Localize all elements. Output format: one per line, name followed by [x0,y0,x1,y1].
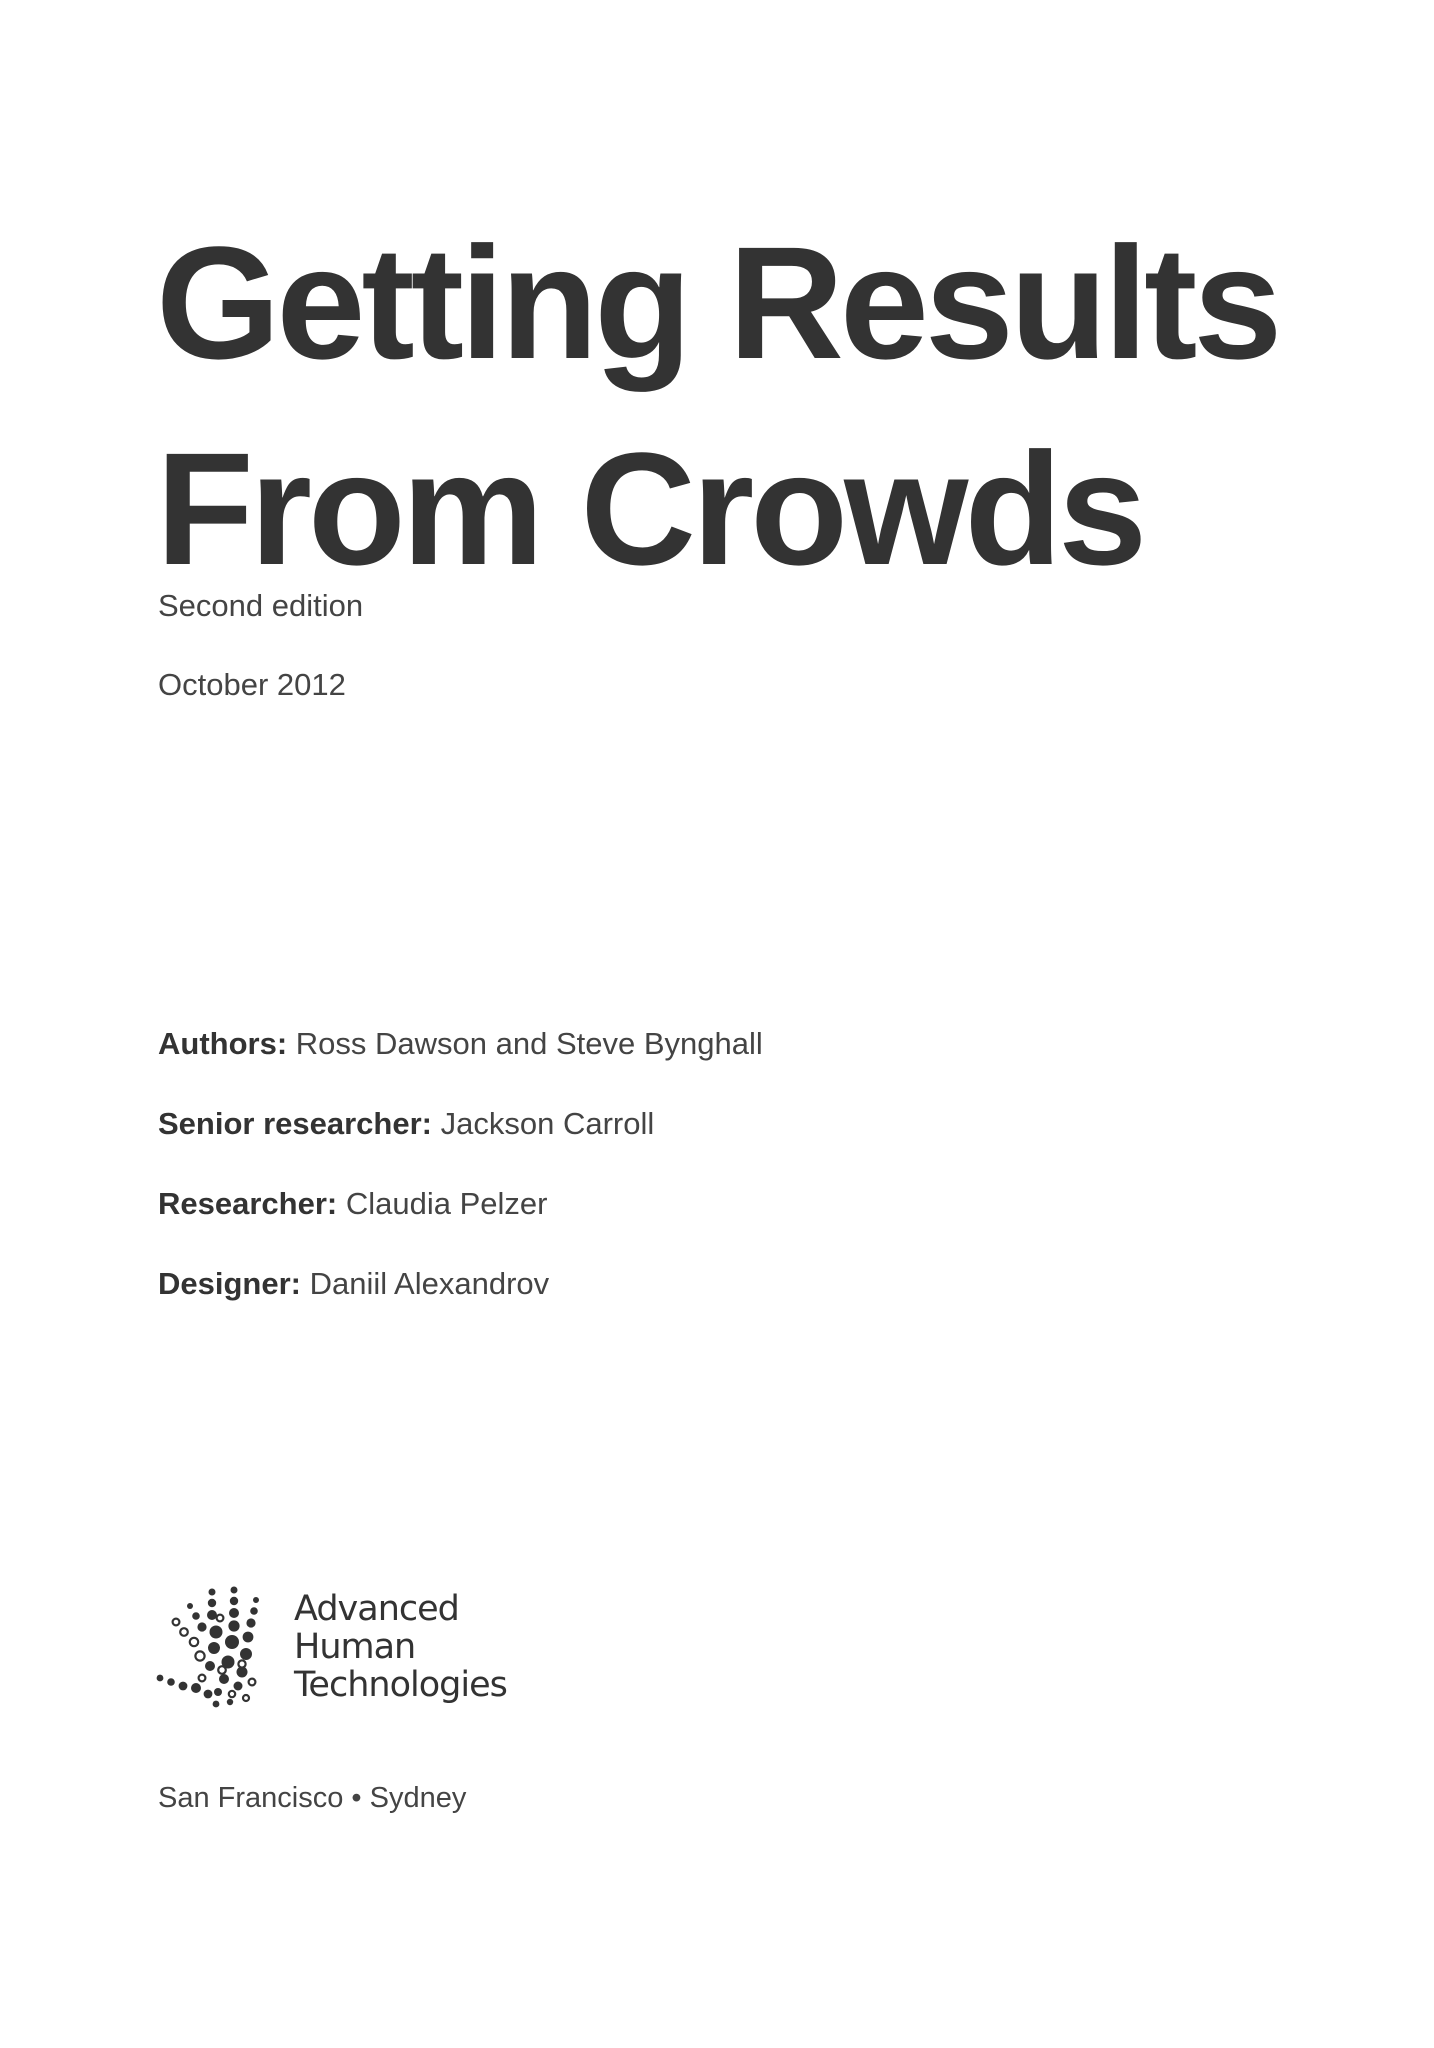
company-logo [156,1582,556,1722]
logo-wordmark [294,1590,507,1704]
credit-value: Daniil Alexandrov [309,1266,550,1301]
credit-value: Jackson Carroll [440,1106,655,1141]
credit-label: Authors: [158,1026,288,1061]
credit-label: Designer: [158,1266,301,1301]
credits-list [158,1022,763,1342]
credit-authors [158,1022,763,1102]
credit-label: Researcher: [158,1186,338,1221]
title-line-2: From Crowds [156,419,1144,598]
page-title [156,200,1356,612]
credit-researcher [158,1182,763,1262]
credit-designer [158,1262,763,1342]
credit-value: Claudia Pelzer [345,1186,548,1221]
credit-senior-researcher [158,1102,763,1182]
publication-date: October 2012 [158,667,346,702]
dotted-hand-icon [156,1582,276,1722]
credit-label: Senior researcher: [158,1106,432,1141]
location-text: San Francisco • Sydney [158,1782,467,1814]
logo-line-3: Technologies [294,1665,507,1705]
credit-value: Ross Dawson and Steve Bynghall [295,1026,763,1061]
logo-line-1: Advanced [294,1589,459,1629]
logo-line-2: Human [294,1627,416,1667]
edition-text: Second edition [158,588,364,623]
title-line-1: Getting Results [156,213,1279,392]
